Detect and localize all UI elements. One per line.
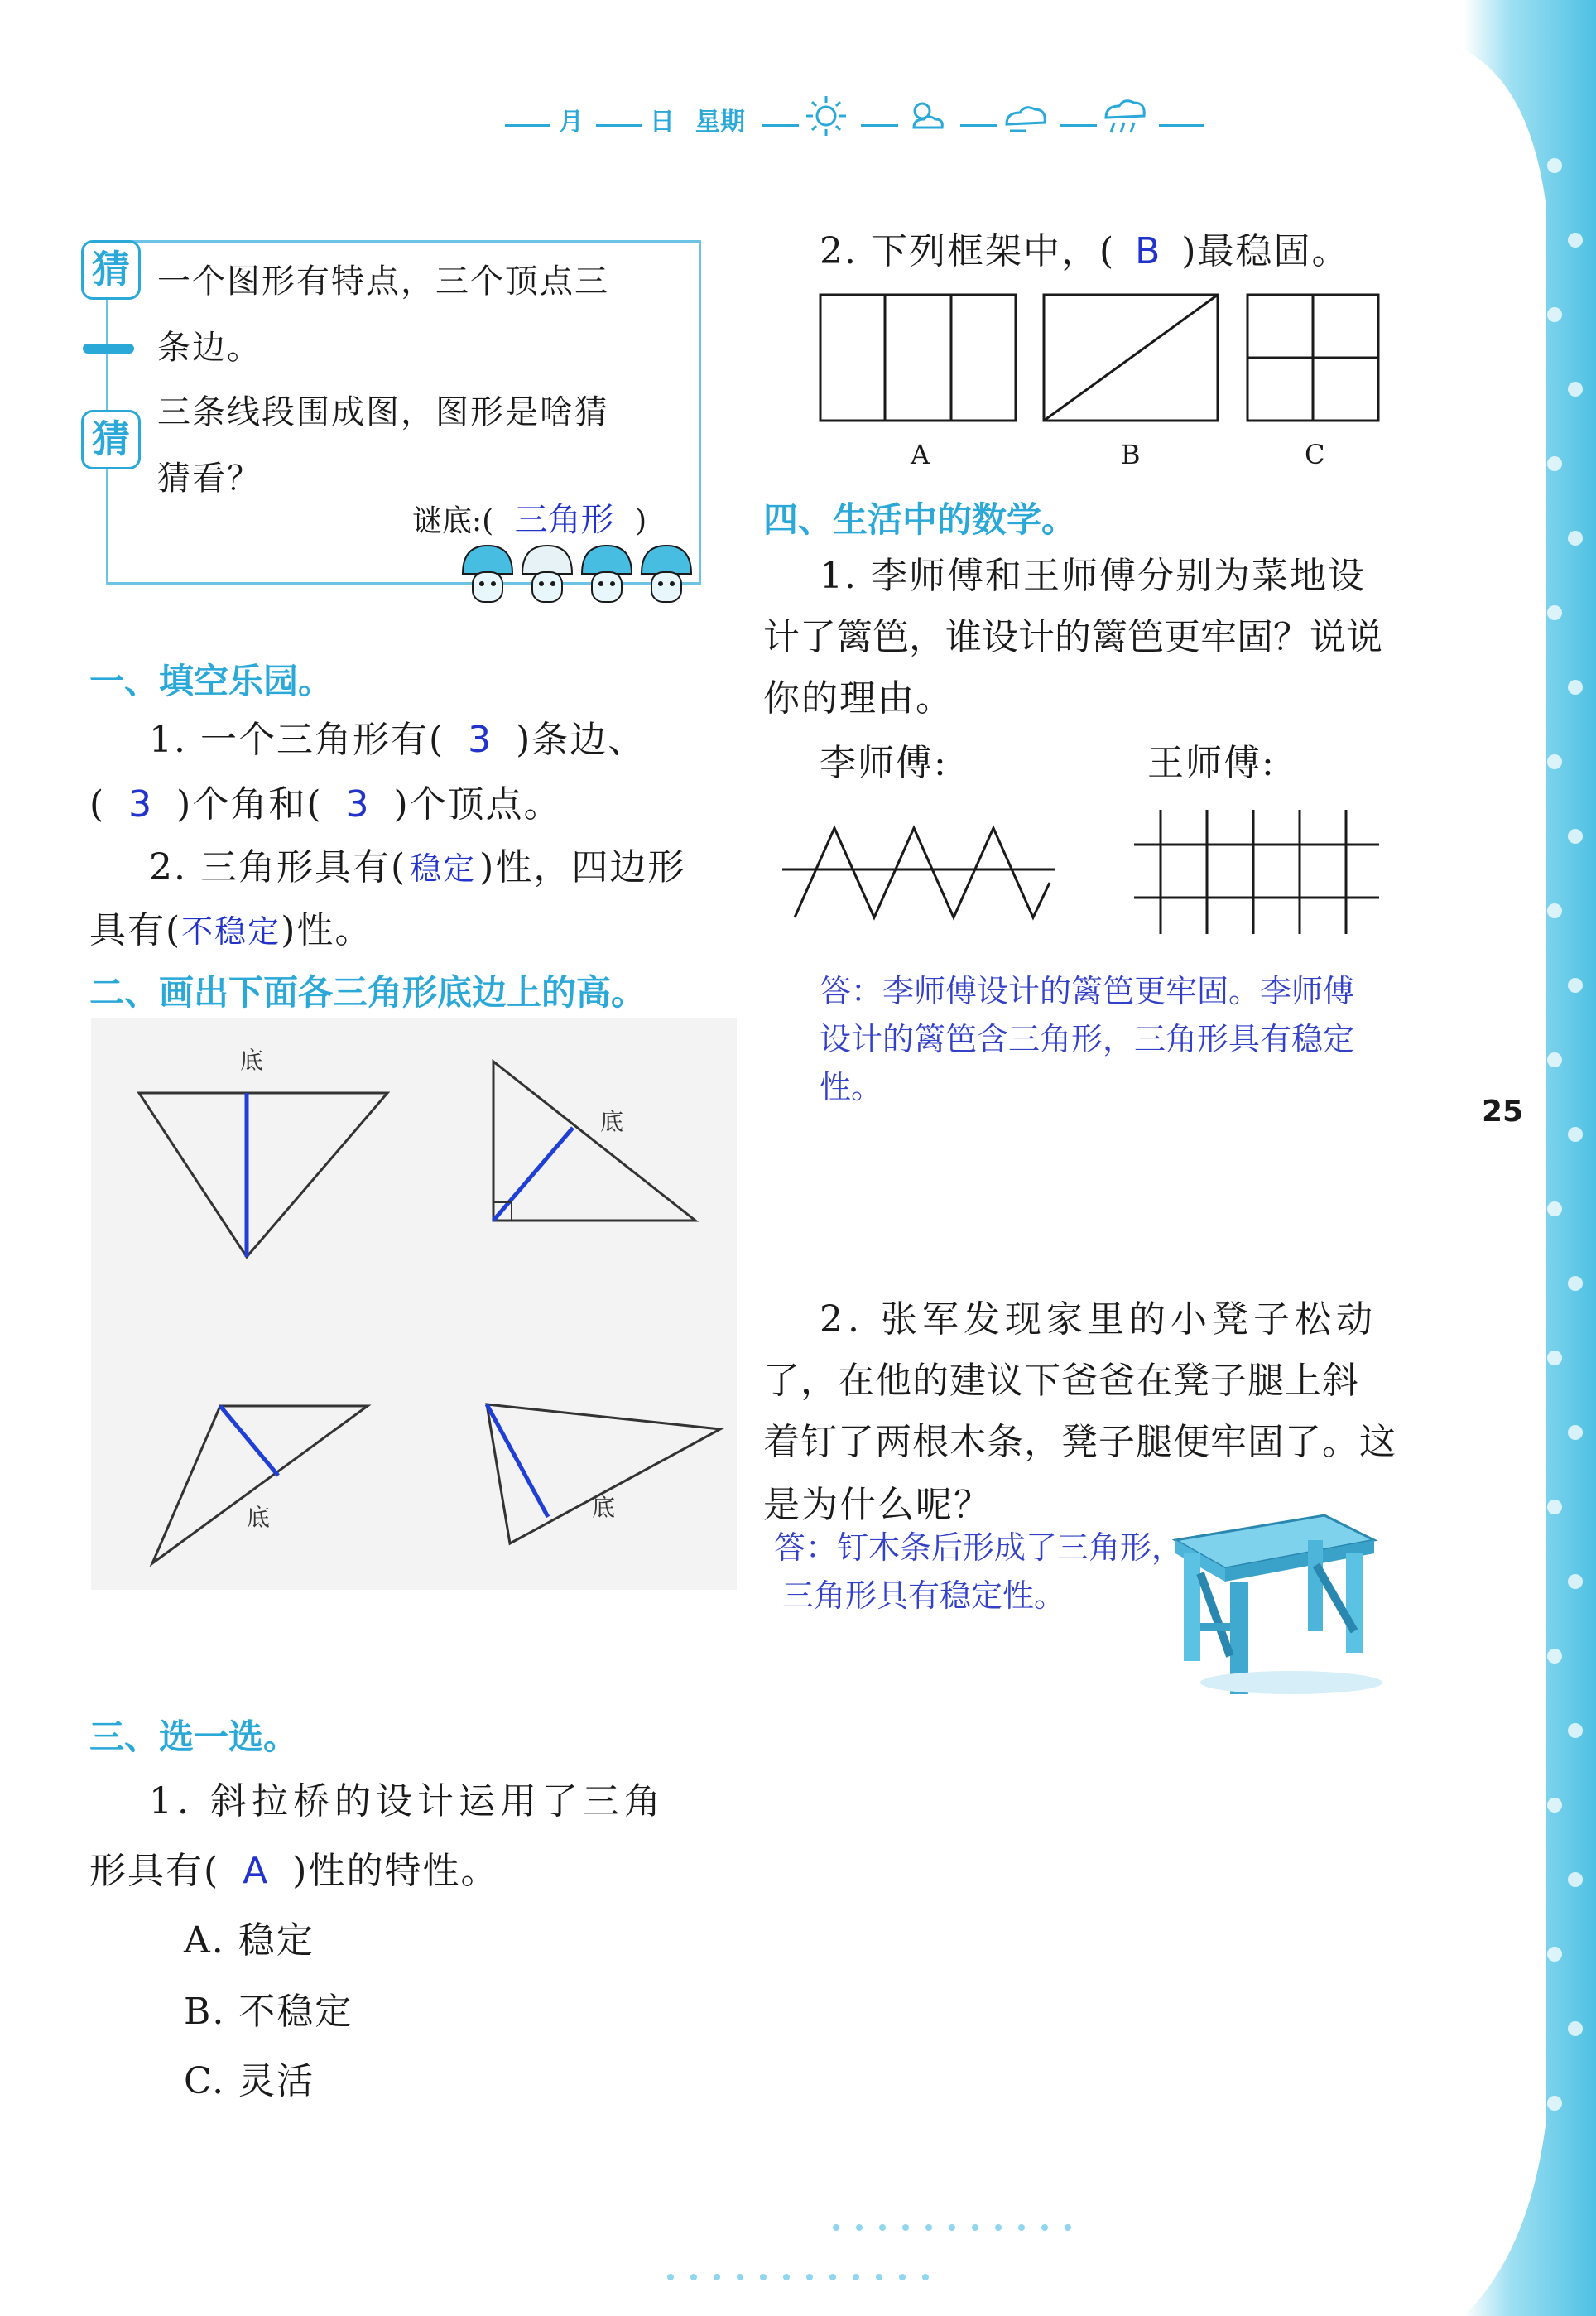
day-label: 日 [650,108,675,137]
frame-a [820,295,1016,421]
s3-option-c: C. 灵活 [184,2060,315,2102]
s3-q2-text-b: )最稳固。 [1181,230,1350,272]
s4-q1-line1: 1. 李师傅和王师傅分别为菜地设 [820,555,1366,597]
month-label: 月 [559,108,584,137]
s1-q1-text-e: )个顶点。 [393,783,562,826]
frame-c-label: C [1305,439,1325,470]
s1-q2-line1 [149,836,685,900]
s3-q2-text-a: 2. 下列框架中，( [820,230,1116,272]
s1-q2-text-d: )性。 [281,909,373,951]
wind-icon [1002,93,1051,139]
s4-q2-answer-line1: 答：钉木条后形成了三角形， [774,1529,1184,1566]
mushroom-icons [459,542,699,609]
s3-option-a: A. 稳定 [184,1919,315,1962]
s3-q1-text-b: 形具有( [89,1850,220,1892]
fences-figure [778,795,1391,944]
s1-q2-text-a: 2. 三角形具有( [149,846,407,888]
s4-q2-line2: 了，在他的建议下爸爸在凳子腿上斜 [763,1360,1359,1402]
li-fence-zigzag [795,828,1050,917]
s3-q1-answer: A [243,1850,270,1892]
s1-q1-text-b: )条边、 [516,719,647,761]
s1-q1-answer-2: 3 [128,783,154,826]
partly-sunny-icon [902,93,949,139]
triangle-3-base-label: 底 [247,1504,271,1531]
s4-li-label: 李师傅: [820,742,948,784]
riddle-answer-label: 谜底:( [412,504,494,538]
section2-title: 二、画出下面各三角形底边上的高。 [89,972,647,1013]
riddle-answer: 三角形 [514,501,614,539]
s4-q2-answer-line2: 三角形具有稳定性。 [782,1577,1066,1614]
s1-q2-answer-2: 不稳定 [181,913,281,950]
riddle-line-3: 三条线段围成图，图形是啥猜 [157,393,609,431]
section4-title: 四、生活中的数学。 [763,499,1077,540]
s3-option-b: B. 不稳定 [184,1991,353,2033]
bottom-dots [662,2219,1242,2294]
s1-q1-text-a: 1. 一个三角形有( [149,719,445,761]
s4-q1-answer-line2: 设计的篱笆含三角形，三角形具有稳定 [820,1021,1355,1057]
s1-q2-text-c: 具有( [89,909,182,951]
stool-illustration [1151,1499,1382,1697]
s1-q1-line2 [89,773,562,836]
s4-q2-line3: 着钉了两根木条，凳子腿便牢固了。这 [763,1421,1396,1463]
s1-q2-line2 [89,899,373,963]
s1-q1-text-c: ( [89,783,106,826]
wang-fence-grid [1134,810,1379,934]
s3-q1-text-c: )性的特性。 [292,1850,499,1892]
riddle-badge-bottom: 猜 [81,410,141,469]
riddle-line-1: 一个图形有特点，三个顶点三 [157,262,609,301]
s3-q1-line2 [89,1840,498,1903]
section1-title: 一、填空乐园。 [89,661,334,701]
s4-q1-line2: 计了篱笆，谁设计的篱笆更牢固？说说 [763,616,1382,658]
riddle-badge-top: 猜 [81,240,141,300]
triangle-2-base-label: 底 [600,1108,624,1135]
s3-q2-answer: B [1135,230,1162,272]
sun-icon [803,93,849,139]
riddle-answer-row [412,494,647,541]
triangle-1-base-label: 底 [240,1047,264,1074]
s1-q1-text-d: )个角和( [176,783,323,826]
s3-q1-line1: 1. 斜拉桥的设计运用了三角 [149,1780,666,1822]
s4-q1-line3: 你的理由。 [763,677,954,720]
date-header [505,93,1233,142]
weekday-label: 星期 [695,108,745,137]
frames-figure [815,290,1387,480]
riddle-badge-mid [83,344,134,354]
frame-b-label: B [1121,439,1141,470]
mushroom-icon [463,546,512,602]
riddle-line-2: 条边。 [157,329,262,367]
s4-wang-label: 王师傅: [1147,742,1276,784]
s1-q2-answer-1: 稳定 [410,850,477,887]
s1-q1-answer-1: 3 [468,719,493,761]
riddle-line-4: 猜看？ [157,460,262,498]
s4-q1-answer-line3: 性。 [820,1069,883,1105]
s3-q2-line [820,220,1350,283]
s4-q1-answer-line1: 答：李师傅设计的篱笆更牢固。李师傅 [820,973,1355,1009]
decorative-side-strip [1430,0,1596,2316]
s4-q2-line4: 是为什么呢？ [763,1484,992,1526]
s4-q2-line1: 2. 张军发现家里的小凳子松动 [820,1298,1377,1341]
s1-q1-line1 [149,709,646,772]
page-number: 25 [1482,1095,1524,1129]
s1-q2-text-b: )性，四边形 [479,846,686,888]
s1-q1-answer-3: 3 [345,783,371,826]
triangle-4-base-label: 底 [592,1494,616,1521]
riddle-answer-close: ) [635,504,647,538]
section3-title: 三、选一选。 [89,1717,299,1757]
triangles-figure [91,1018,737,1590]
frame-a-label: A [911,439,930,470]
rain-icon [1101,93,1151,139]
